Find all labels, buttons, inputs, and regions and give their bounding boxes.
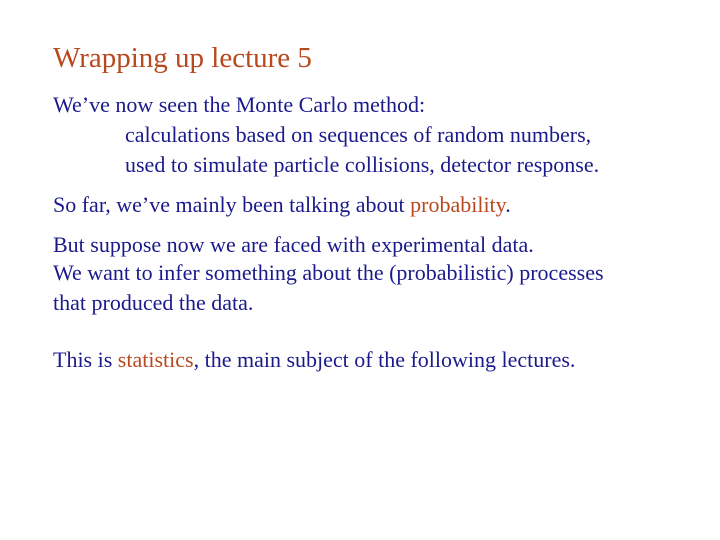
probability-text-before: So far, we’ve mainly been talking about [53,192,411,217]
statistics-text-before: This is [53,347,118,372]
probability-text-after: . [505,192,511,217]
data-paragraph-line-1: But suppose now we are faced with experimental data. [53,232,534,257]
monte-carlo-intro-line: We’ve now seen the Monte Carlo method: [53,92,426,117]
monte-carlo-detail-line-1: calculations based on sequences of random numbers, [125,122,592,147]
probability-paragraph [53,191,511,219]
slide-title: Wrapping up lecture 5 [53,42,312,74]
probability-highlight: probability [410,192,506,217]
statistics-highlight: statistics [117,347,194,372]
data-paragraph-line-2: We want to infer something about the (probabilistic) processes [53,260,604,285]
statistics-paragraph [53,346,575,374]
data-paragraph-line-3: that produced the data. [53,290,254,315]
statistics-text-after: , the main subject of the following lectures. [193,347,576,372]
monte-carlo-detail-line-2: used to simulate particle collisions, detector response. [125,152,600,177]
